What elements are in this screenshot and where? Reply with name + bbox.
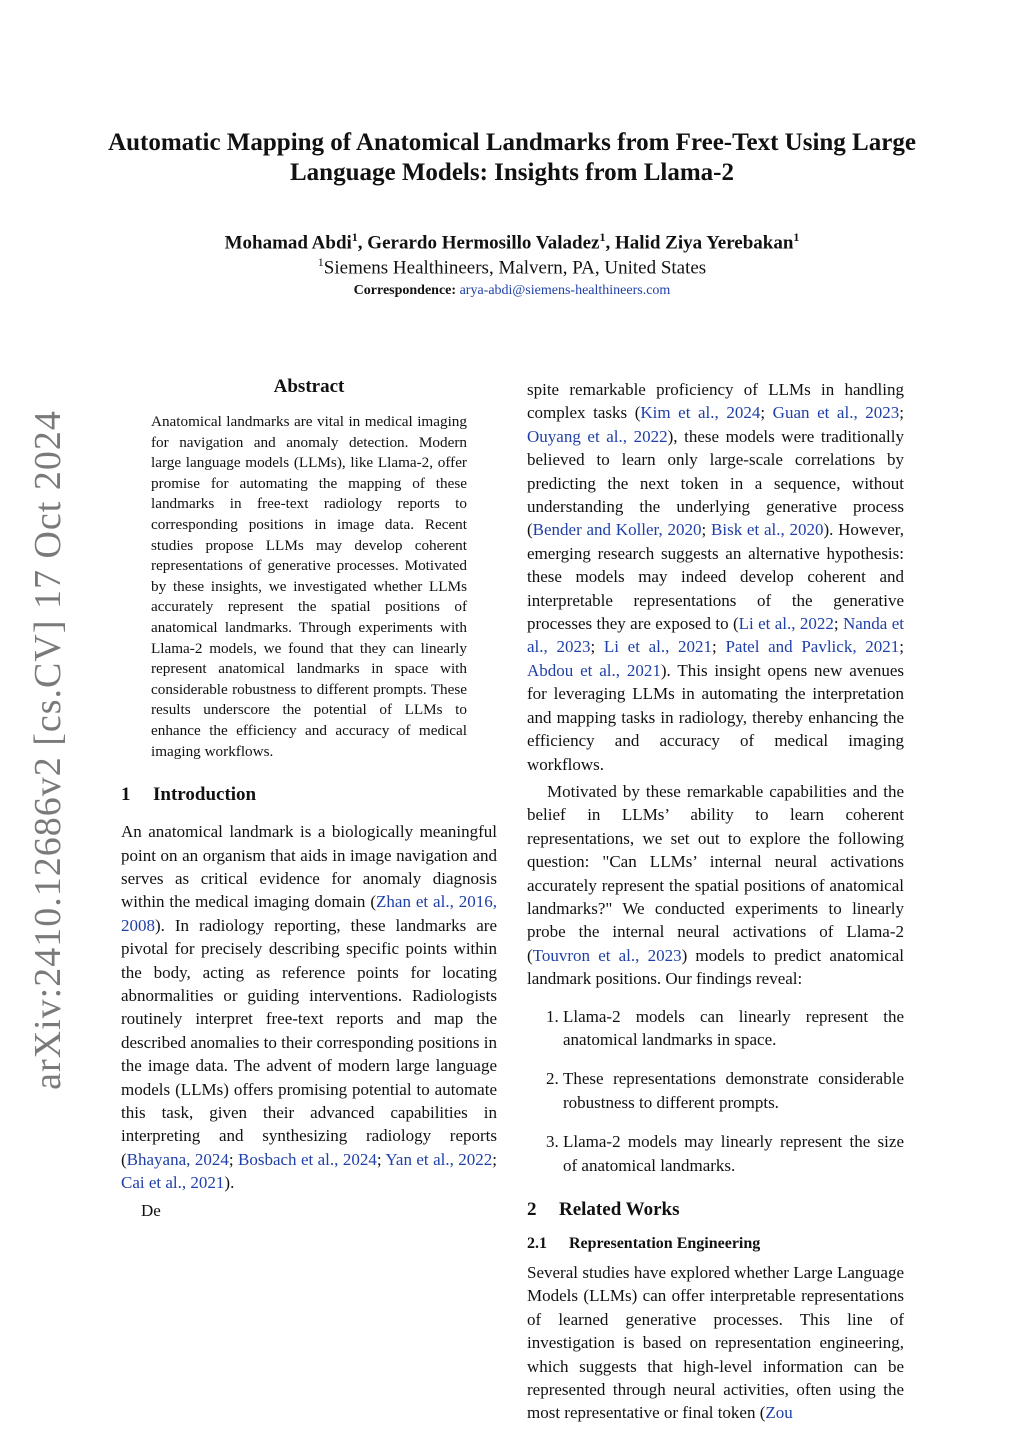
author-list <box>100 230 924 254</box>
text-run: ; <box>590 637 604 657</box>
citation-link[interactable]: Bhayana, 2024 <box>126 1149 229 1169</box>
section-number: 2 <box>527 1199 537 1220</box>
author-name: Halid Ziya Yerebakan <box>615 232 794 254</box>
intro-paragraph-1 <box>121 820 497 1195</box>
author-sep: , <box>357 232 368 254</box>
citation-link[interactable]: Li et al., 2021 <box>603 637 713 657</box>
right-column <box>527 378 904 1425</box>
text-run: ). <box>224 1173 235 1193</box>
text-run: ; <box>712 637 726 657</box>
citation-link[interactable]: Bosbach et al., 2024 <box>237 1149 377 1169</box>
title-line-2: Language Models: Insights from Llama-2 <box>289 159 734 186</box>
author-sup: 1 <box>793 230 800 244</box>
citation-link[interactable]: Li et al., 2022 <box>738 614 834 634</box>
affiliation <box>100 255 924 279</box>
left-column <box>121 376 497 1222</box>
text-run: Several studies have explored whether Large Language Models (LLMs) can offer interpretable representations of learned generative processes. This line of investigation is based on representation engineering, which suggests that high-level information can be represented through neural activities, often using the most representative or final token ( <box>527 1263 904 1423</box>
arxiv-id: arXiv:2410.12686v2 [cs.CV] 17 Oct 2024 <box>27 410 69 1090</box>
citation-link[interactable]: Bisk et al., 2020 <box>711 520 824 540</box>
correspondence-label: Correspondence: <box>353 283 457 298</box>
section-heading-related-works <box>527 1199 904 1221</box>
section-title: Introduction <box>153 784 257 806</box>
findings-list <box>527 1005 904 1177</box>
author-sep: , <box>605 232 615 254</box>
text-run: spite remarkable proficiency of LLMs in handling complex tasks ( <box>527 380 904 423</box>
affiliation-text: Siemens Healthineers, Malvern, PA, United States <box>323 257 707 279</box>
text-run: ; <box>760 403 773 423</box>
title-line-1: Automatic Mapping of Anatomical Landmarks from Free-Text Using Large <box>108 129 916 156</box>
section-title: Related Works <box>559 1199 680 1220</box>
text-run: An anatomical landmark is a biologically meaningful point on an organism that aids in image navigation and serves as critical evidence for anomaly diagnosis within the medical imaging domain ( <box>121 822 497 912</box>
subsection-heading-representation-engineering <box>527 1235 904 1253</box>
abstract-heading: Abstract <box>273 376 345 397</box>
arxiv-sidebar-stamp <box>18 410 78 1090</box>
text-run: ). In radiology reporting, these landmarks are pivotal for precisely describing specific points within the body, acting as reference points for locating abnormalities or guiding interventions. Radiologists routinely interpret free-text reports and map the described anomalies to their corresponding positions in the image data. The advent of modern large language models (LLMs) offers promising potential to automate this task, given their advanced capabilities in interpreting and synthesizing radiology reports ( <box>121 915 497 1169</box>
author-name: Mohamad Abdi <box>224 232 352 254</box>
intro-paragraph-2-cont <box>527 378 904 776</box>
text-run: ; <box>899 637 904 657</box>
affiliation-sup: 1 <box>317 255 324 269</box>
correspondence-email-link[interactable]: arya-abdi@siemens-healthineers.com <box>459 283 671 298</box>
author-sup: 1 <box>599 230 606 244</box>
citation-link[interactable]: Kim et al., 2024 <box>640 403 761 423</box>
citation-link[interactable]: Bender and Koller, 2020 <box>532 520 702 540</box>
subsection-title: Representation Engineering <box>569 1235 761 1252</box>
citation-link[interactable]: Touvron et al., 2023 <box>532 945 682 965</box>
subsection-number: 2.1 <box>527 1235 547 1252</box>
citation-link[interactable]: Cai et al., 2021 <box>121 1173 225 1193</box>
text-run: Motivated by these remarkable capabilities and the belief in LLMs’ ability to learn coherent representations, we set out to explore the following question: "Can LLMs’ internal neural activations accurately represent the spatial positions of anatomical landmarks?" We conducted experiments to linearly probe the internal neural activations of Llama-2 ( <box>527 781 904 965</box>
intro-paragraph-3 <box>527 780 904 991</box>
list-item: 1. Llama-2 models can linearly represent the anatomical landmarks in space. <box>563 1005 904 1052</box>
text-run: ; <box>899 403 904 423</box>
text-run: ) models to predict anatomical landmark positions. Our findings reveal: <box>527 945 905 989</box>
text-run: ; <box>492 1149 497 1169</box>
paper-title <box>100 128 924 188</box>
section-heading-introduction <box>121 784 497 806</box>
citation-link[interactable]: Zhan et al., 2016, 2008 <box>121 892 498 935</box>
text-run: De <box>141 1200 161 1220</box>
citation-link[interactable]: Zou <box>765 1403 793 1423</box>
text-run: ). This insight opens new avenues for leveraging LLMs in automating the interpretation and mapping tasks in radiology, thereby enhancing the efficiency and accuracy of medical imaging workflows. <box>527 660 904 774</box>
related-paragraph-1 <box>527 1261 904 1425</box>
citation-link[interactable]: Nanda et al., 2023 <box>527 614 904 657</box>
citation-link[interactable]: Patel and Pavlick, 2021 <box>725 637 900 657</box>
citation-link[interactable]: Ouyang et al., 2022 <box>527 426 668 446</box>
text-run: ). However, emerging research suggests an alternative hypothesis: these models may indeed develop coherent and interpretable representations of the generative processes they are exposed to ( <box>527 520 904 634</box>
text-run: ; <box>228 1149 238 1169</box>
abstract-text: Anatomical landmarks are vital in medical imaging for navigation and anomaly detection. Modern large language models (LLMs), like Llama-2, offer promise for automating the mapping of these landmarks in free-text radiology reports to corresponding positions in image data. Recent studies propose LLMs may develop coherent representations of generative processes. Motivated by these insights, we investigated whether LLMs accurately represent the spatial positions of anatomical landmarks. Through experiments with Llama-2 models, we found that they can linearly represent anatomical landmarks in space with considerable robustness to different prompts. These results underscore the potential of LLMs to enhance the efficiency and accuracy of medical imaging workflows. <box>151 413 467 760</box>
citation-link[interactable]: Abdou et al., 2021 <box>527 660 661 680</box>
citation-link[interactable]: Yan et al., 2022 <box>385 1149 493 1169</box>
text-run: ; <box>833 614 843 634</box>
text-run: ; <box>701 520 712 540</box>
citation-link[interactable]: Guan et al., 2023 <box>772 403 900 423</box>
author-name: Gerardo Hermosillo Valadez <box>367 232 600 254</box>
section-number: 1 <box>121 784 131 806</box>
intro-paragraph-2-start <box>121 1199 497 1222</box>
list-item: 3. Llama-2 models may linearly represent the size of anatomical landmarks. <box>563 1130 904 1177</box>
correspondence <box>100 283 924 299</box>
text-run: ; <box>376 1149 386 1169</box>
list-item: 2. These representations demonstrate considerable robustness to different prompts. <box>563 1067 904 1114</box>
text-run: ), these models were traditionally believed to learn only large-scale correlations by predicting the next token in a sequence, without understanding the underlying generative process ( <box>527 426 904 540</box>
author-sup: 1 <box>351 230 358 244</box>
